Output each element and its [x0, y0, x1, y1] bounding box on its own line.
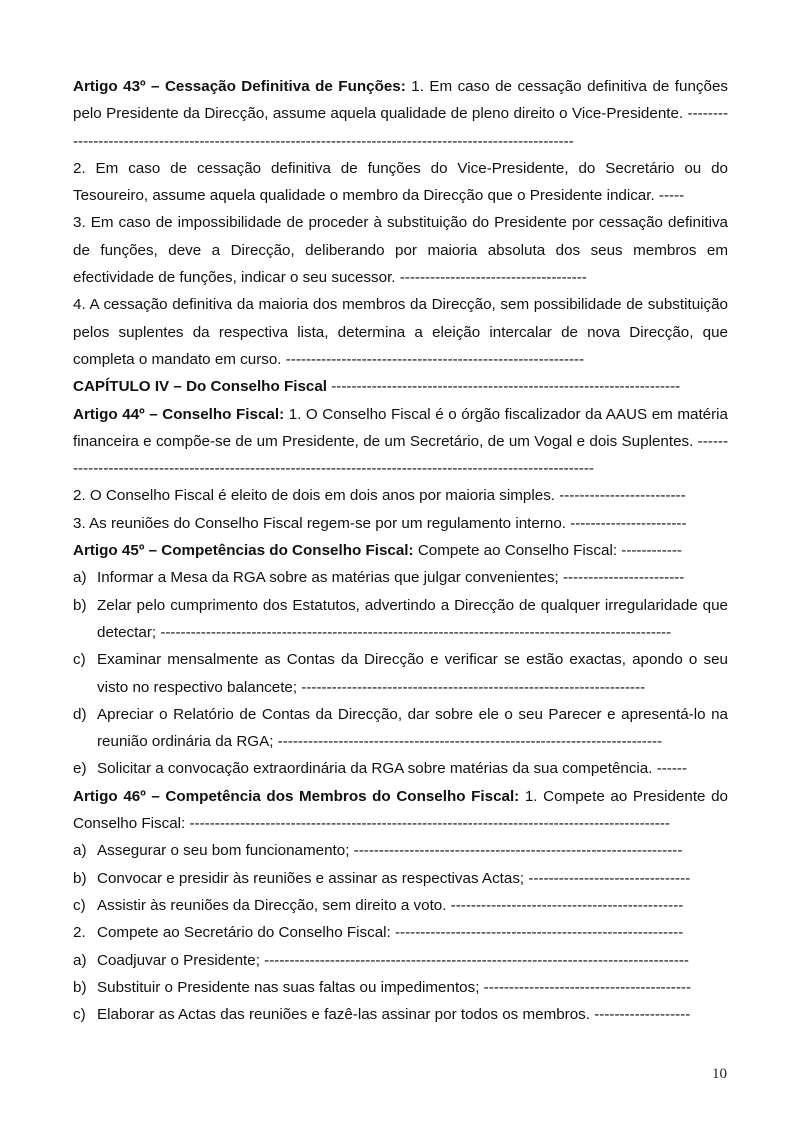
list-item: c) Examinar mensalmente as Contas da Direcção e verificar se estão exactas, apondo o seu visto no respectivo balancete; --------------------------------------------------------------------	[73, 651, 728, 696]
list-item: c) Elaborar as Actas das reuniões e fazê-las assinar por todos os membros. -------------------	[73, 1006, 691, 1024]
list-item: d) Apreciar o Relatório de Contas da Direcção, dar sobre ele o seu Parecer e apresentá-lo na reunião ordinária da RGA; ----------------------------------------------------------------------------	[73, 705, 728, 751]
article-43-paragraph-2: 2. Em caso de cessação definitiva de funções do Vice-Presidente, do Secretário ou do Tesoureiro, assume aquela qualidade o membro da Direcção que o Presidente indicar. -----	[73, 159, 728, 205]
article-43-paragraph-1: Artigo 43º – Cessação Definitiva de Funções: 1. Em caso de cessação definitiva de funções pelo Presidente da Direcção, assume aquela qualidade de pleno direito o Vice-Presidente. -----------------------------------------------------------------------------------------------------------	[73, 78, 728, 150]
article-43-paragraph-3: 3. Em caso de impossibilidade de proceder à substituição do Presidente por cessação definitiva de funções, deve a Direcção, deliberando por maioria absoluta dos seus membros em efectividade de funções, indicar o seu sucessor. -------------------------------------	[73, 214, 728, 287]
page-number: 10	[712, 1066, 727, 1082]
article-44-paragraph-2: 2. O Conselho Fiscal é eleito de dois em dois anos por maioria simples. -------------------------	[73, 487, 686, 505]
article-44-heading: Artigo 44º – Conselho Fiscal:	[73, 405, 285, 423]
article-43-paragraph-4: 4. A cessação definitiva da maioria dos membros da Direcção, sem possibilidade de substituição pelos suplentes da respectiva lista, determina a eleição intercalar de nova Direcção, que completa o mandato em curso. -----------------------------------------------------------	[73, 296, 728, 368]
list-item: a) Assegurar o seu bom funcionamento; -----------------------------------------------------------------	[73, 842, 683, 860]
article-43-heading: Artigo 43º – Cessação Definitiva de Funções:	[73, 78, 406, 95]
list-item: 2. Compete ao Secretário do Conselho Fiscal: ---------------------------------------------------------	[73, 924, 684, 942]
article-45-heading: Artigo 45º – Competências do Conselho Fiscal:	[73, 542, 414, 560]
list-item: b) Convocar e presidir às reuniões e assinar as respectivas Actas; --------------------------------	[73, 869, 691, 887]
article-45-intro: Artigo 45º – Competências do Conselho Fiscal: Compete ao Conselho Fiscal: ------------	[73, 542, 682, 560]
document-page	[73, 73, 728, 1028]
list-item: b) Zelar pelo cumprimento dos Estatutos, advertindo a Direcção de qualquer irregularidade que detectar; -----------------------------------------------------------------------------------------------------	[73, 596, 728, 641]
list-item: b) Substituir o Presidente nas suas faltas ou impedimentos; -----------------------------------------	[73, 978, 692, 996]
list-item: a) Informar a Mesa da RGA sobre as matérias que julgar convenientes; ------------------------	[73, 569, 685, 587]
list-item: a) Coadjuvar o Presidente; ------------------------------------------------------------------------------------	[73, 951, 689, 969]
article-44-paragraph-1: Artigo 44º – Conselho Fiscal: 1. O Conselho Fiscal é o órgão fiscalizador da AAUS em matéria financeira e compõe-se de um Presidente, de um Secretário, de um Vogal e dois Suplentes. -------------------------------------------------------------------------------------------------------------	[73, 405, 728, 478]
article-46-intro: Artigo 46º – Competência dos Membros do Conselho Fiscal: 1. Compete ao Presidente do Conselho Fiscal: -----------------------------------------------------------------------------------------------	[73, 787, 728, 833]
list-item: e) Solicitar a convocação extraordinária da RGA sobre matérias da sua competência. ------	[73, 760, 688, 778]
article-44-paragraph-3: 3. As reuniões do Conselho Fiscal regem-se por um regulamento interno. -----------------------	[73, 514, 687, 532]
article-46-heading: Artigo 46º – Competência dos Membros do Conselho Fiscal:	[73, 787, 520, 805]
list-item: c) Assistir às reuniões da Direcção, sem direito a voto. ----------------------------------------------	[73, 896, 684, 914]
chapter-4-heading: CAPÍTULO IV – Do Conselho Fiscal ---------------------------------------------------------------------	[73, 378, 681, 396]
